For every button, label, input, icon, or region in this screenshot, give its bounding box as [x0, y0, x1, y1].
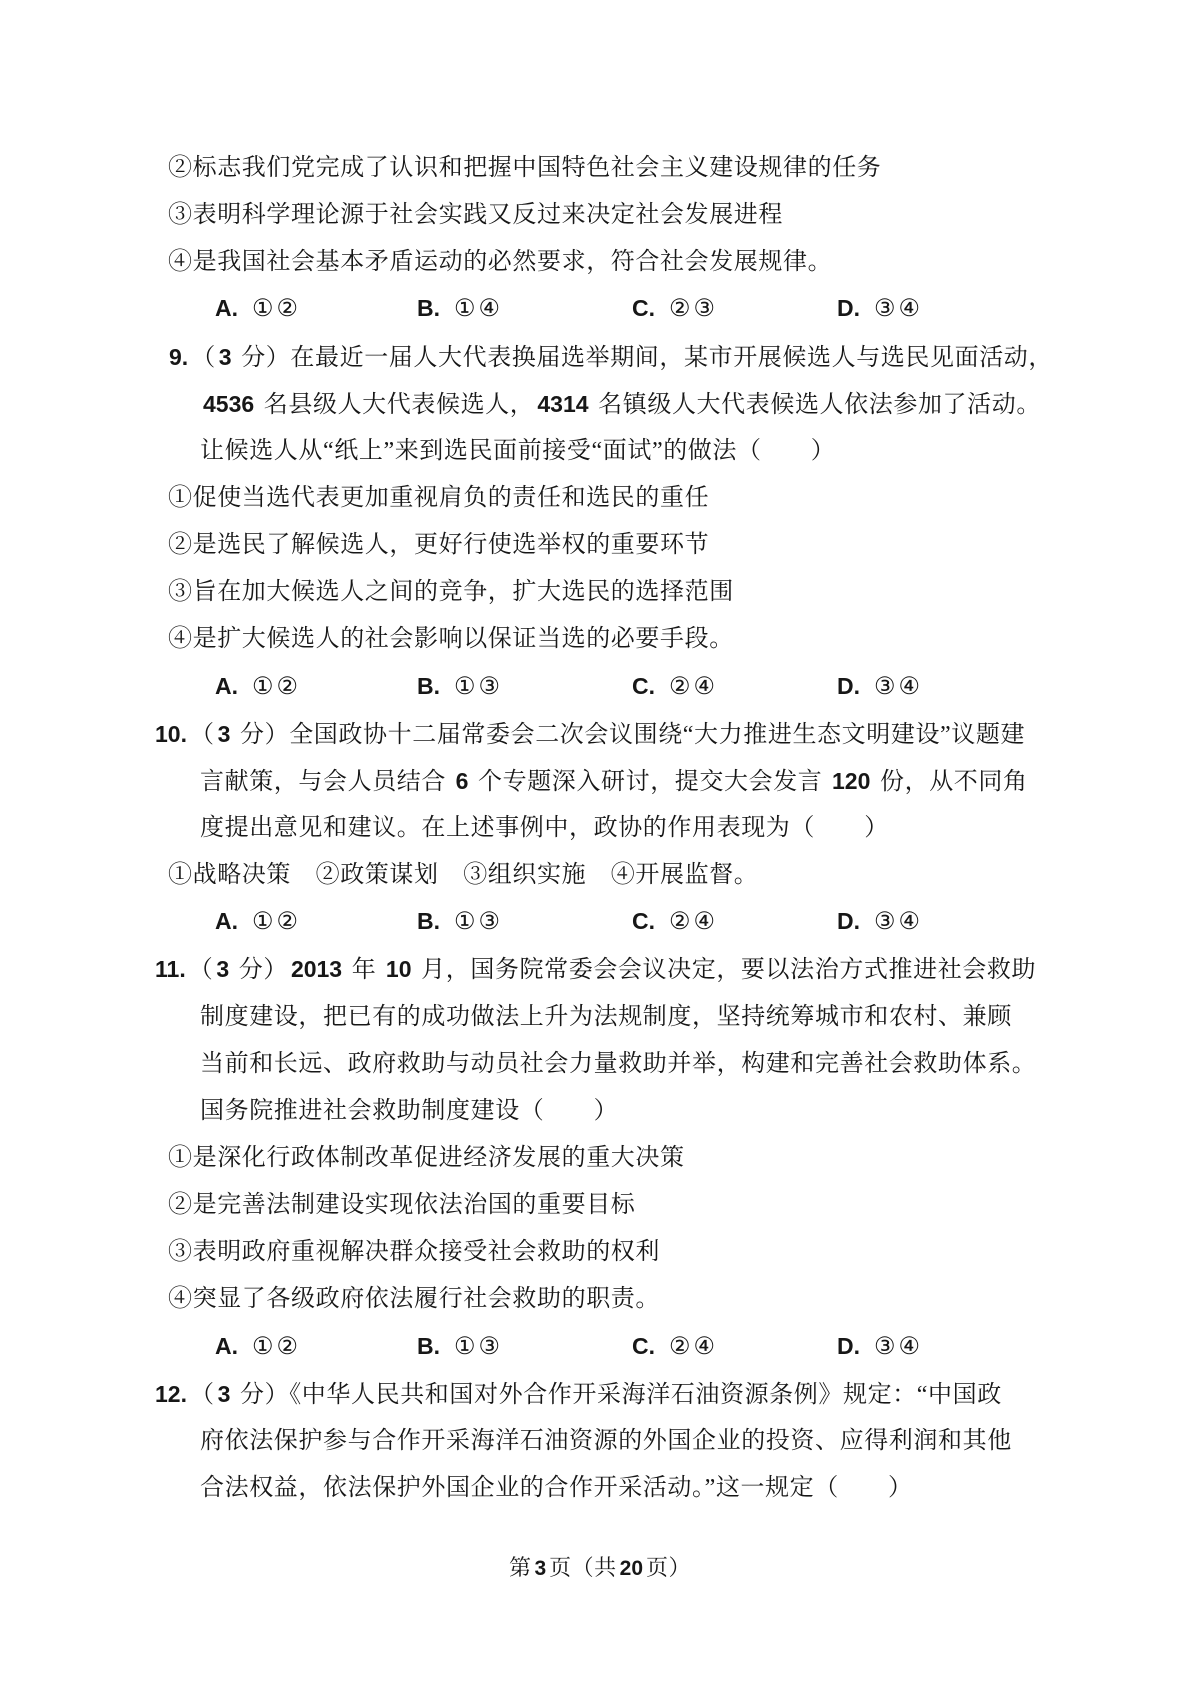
q11-option-b-label: B. [417, 1333, 440, 1359]
q11-statement-3: ③表明政府重视解决群众接受社会救助的权利 [168, 1239, 660, 1265]
q11-option-c-value: ②④ [669, 1334, 719, 1360]
q11-statement-4: ④突显了各级政府依法履行社会救助的职责。 [168, 1286, 660, 1312]
q11-option-a [215, 1332, 301, 1361]
q11-options-row [0, 1332, 1200, 1366]
q11-option-b [417, 1332, 503, 1361]
q9-option-a-value: ①② [252, 674, 302, 700]
q9-option-c-label: C. [632, 673, 655, 699]
q9-option-d [837, 672, 923, 701]
q11-stem-line-3: 当前和长远、政府救助与动员社会力量救助并举，构建和完善社会救助体系。 [200, 1051, 1037, 1077]
q12-stem-line-2: 府依法保护参与合作开采海洋石油资源的外国企业的投资、应得利润和其他 [200, 1428, 1012, 1454]
q9-option-b-label: B. [417, 673, 440, 699]
q9-option-d-value: ③④ [874, 674, 924, 700]
q9-stem-line-1: 9. （ 3 分）在最近一届人大代表换届选举期间，某市开展候选人与选民见面活动， [169, 344, 1053, 371]
q8-option-d [837, 294, 923, 323]
q9-options-row [0, 672, 1200, 706]
q9-option-c-value: ②④ [669, 674, 719, 700]
q11-option-d-value: ③④ [874, 1334, 924, 1360]
q12-stem-line-1: 12. （ 3 分）《中华人民共和国对外合作开采海洋石油资源条例》规定：“中国政 [155, 1381, 1002, 1408]
q10-option-b-label: B. [417, 908, 440, 934]
q8-statement-2: ②标志我们党完成了认识和把握中国特色社会主义建设规律的任务 [168, 155, 882, 181]
q9-stem-line-2: 4536 名县级人大代表候选人， 4314 名镇级人大代表候选人依法参加了活动。 [203, 391, 1041, 418]
q9-option-c [632, 672, 718, 701]
q8-option-b [417, 294, 503, 323]
q11-option-d [837, 1332, 923, 1361]
q10-statements-inline: ①战略决策 ②政策谋划 ③组织实施 ④开展监督。 [168, 862, 759, 888]
q8-option-b-label: B. [417, 295, 440, 321]
q8-option-a-label: A. [215, 295, 238, 321]
q11-option-d-label: D. [837, 1333, 860, 1359]
q10-stem-line-3: 度提出意见和建议。在上述事例中，政协的作用表现为（ ） [200, 815, 889, 841]
q11-option-b-value: ①③ [454, 1334, 504, 1360]
q11-stem-line-1: 11. （ 3 分） 2013 年 10 月，国务院常委会会议决定，要以法治方式推进社会救助 [155, 956, 1037, 983]
q10-option-d-value: ③④ [874, 909, 924, 935]
q10-option-b-value: ①③ [454, 909, 504, 935]
q10-stem-line-2: 言献策，与会人员结合 6 个专题深入研讨，提交大会发言 120 份，从不同角 [200, 768, 1028, 795]
q10-option-c-label: C. [632, 908, 655, 934]
q11-option-c-label: C. [632, 1333, 655, 1359]
q8-option-d-value: ③④ [874, 296, 924, 322]
q10-stem-line-1: 10. （ 3 分）全国政协十二届常委会二次会议围绕“大力推进生态文明建设”议题建 [155, 721, 1026, 748]
q8-options-row [0, 294, 1200, 328]
q11-option-a-label: A. [215, 1333, 238, 1359]
q10-option-d-label: D. [837, 908, 860, 934]
q10-options-row [0, 907, 1200, 941]
q9-option-a [215, 672, 301, 701]
q8-option-c [632, 294, 718, 323]
q11-stem-line-2: 制度建设，把已有的成功做法上升为法规制度，坚持统筹城市和农村、兼顾 [200, 1004, 1012, 1030]
q10-option-c-value: ②④ [669, 909, 719, 935]
q8-option-b-value: ①④ [454, 296, 504, 322]
q9-option-b [417, 672, 503, 701]
q10-option-d [837, 907, 923, 936]
q12-stem-line-3: 合法权益，依法保护外国企业的合作开采活动。”这一规定（ ） [200, 1475, 913, 1501]
q8-option-a-value: ①② [252, 296, 302, 322]
q9-statement-1: ①促使当选代表更加重视肩负的责任和选民的重任 [168, 485, 710, 511]
q9-statement-4: ④是扩大候选人的社会影响以保证当选的必要手段。 [168, 626, 734, 652]
q11-option-a-value: ①② [252, 1334, 302, 1360]
q8-statement-4: ④是我国社会基本矛盾运动的必然要求，符合社会发展规律。 [168, 249, 833, 275]
q9-stem-line-3: 让候选人从“纸上”来到选民面前接受“面试”的做法（ ） [200, 438, 836, 464]
q8-statement-3: ③表明科学理论源于社会实践又反过来决定社会发展进程 [168, 202, 783, 228]
q8-option-a [215, 294, 301, 323]
q10-option-a-value: ①② [252, 909, 302, 935]
q9-option-d-label: D. [837, 673, 860, 699]
q10-option-a-label: A. [215, 908, 238, 934]
q9-option-b-value: ①③ [454, 674, 504, 700]
q8-option-c-value: ②③ [669, 296, 719, 322]
q10-option-a [215, 907, 301, 936]
page-number-footer: 第 3 页（共 20 页） [508, 1555, 692, 1580]
q11-option-c [632, 1332, 718, 1361]
q8-option-c-label: C. [632, 295, 655, 321]
q10-option-c [632, 907, 718, 936]
q11-statement-1: ①是深化行政体制改革促进经济发展的重大决策 [168, 1145, 685, 1171]
q9-option-a-label: A. [215, 673, 238, 699]
q9-statement-3: ③旨在加大候选人之间的竞争，扩大选民的选择范围 [168, 579, 734, 605]
q10-option-b [417, 907, 503, 936]
q11-statement-2: ②是完善法制建设实现依法治国的重要目标 [168, 1192, 636, 1218]
q8-option-d-label: D. [837, 295, 860, 321]
q9-statement-2: ②是选民了解候选人，更好行使选举权的重要环节 [168, 532, 710, 558]
q11-stem-line-4: 国务院推进社会救助制度建设（ ） [200, 1098, 619, 1124]
